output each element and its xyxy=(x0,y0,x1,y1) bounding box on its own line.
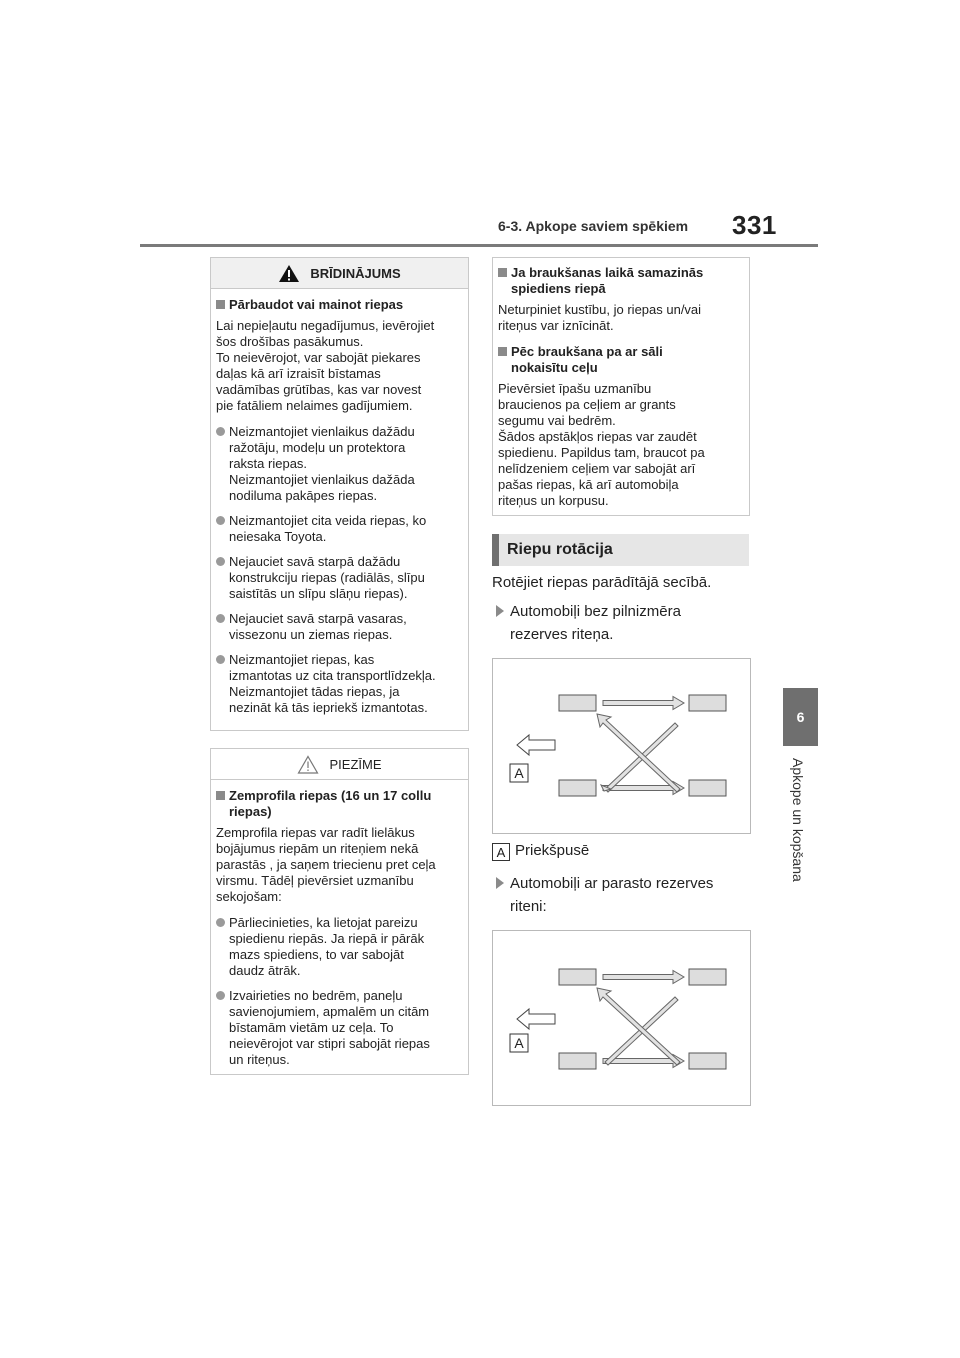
warning-box-continued xyxy=(492,257,750,516)
note-box-header xyxy=(211,749,468,780)
warning-box-body xyxy=(211,289,468,716)
continued-box-body xyxy=(493,258,749,509)
warning-bullet: Neizmantojiet cita veida riepas, ko neiesaka Toyota. xyxy=(216,513,463,545)
caution-triangle-icon xyxy=(297,755,319,774)
warning-bullet: Neizmantojiet riepas, kas izmantotas uz cita transportlīdzekļa. Neizmantojiet tādas riepas, ja nezināt kā tās iepriekš izmantotas. xyxy=(216,652,463,716)
note-heading: Zemprofila riepas (16 un 17 collu riepas) xyxy=(216,788,463,820)
warning-box xyxy=(210,257,469,731)
header-rule xyxy=(140,244,818,247)
rotation-item-2-text: Automobiļi ar parasto rezerves riteni: xyxy=(510,875,714,915)
warning-bullet: Neizmantojiet vienlaikus dažādu ražotāju, modeļu un protektora raksta riepas. Neizmantojiet vienlaikus dažāda nodiluma pakāpes riepas. xyxy=(216,424,463,504)
rotation-diagram-1-svg xyxy=(493,659,750,833)
header-section-title: 6-3. Apkope saviem spēkiem xyxy=(498,218,689,234)
warning-triangle-icon xyxy=(278,264,300,283)
chapter-side-label xyxy=(770,758,830,908)
warning-bullet: Nejauciet savā starpā vasaras, vissezonu un ziemas riepas. xyxy=(216,611,463,643)
page-number: 331 xyxy=(732,210,777,240)
chapter-number: 6 xyxy=(796,709,805,725)
rotation-intro: Rotējiet riepas parādītājā secībā. xyxy=(492,574,712,591)
continued-heading-1: Ja braukšanas laikā samazinās spiediens riepā xyxy=(498,265,744,297)
rotation-item-2 xyxy=(492,872,752,918)
chapter-tab xyxy=(783,688,818,746)
note-bullet: Izvairieties no bedrēm, paneļu savienojumiem, apmalēm un citām bīstamām vietām uz ceļa. To neievērojot var stipri sabojāt riepas un riteņus. xyxy=(216,988,463,1068)
front-legend-text: Priekšpusē xyxy=(515,842,590,859)
section-heading-bar xyxy=(492,534,749,566)
triangle-bullet-icon xyxy=(496,605,504,617)
diagram-2-front-letter: A xyxy=(514,1035,524,1051)
warning-box-title: BRĪDINĀJUMS xyxy=(310,265,401,281)
note-bullet: Pārliecinieties, ka lietojat pareizu spiedienu riepās. Ja riepā ir pārāk mazs spiediens, to var sabojāt daudz ātrāk. xyxy=(216,915,463,979)
rotation-item-1-text: Automobiļi bez pilnizmēra rezerves riteņa. xyxy=(510,603,681,643)
continued-text-1: Neturpiniet kustību, jo riepas un/vai riteņus var iznīcināt. xyxy=(498,302,702,333)
section-title: Riepu rotācija xyxy=(507,541,613,558)
triangle-bullet-icon xyxy=(496,877,504,889)
front-legend-letter: A xyxy=(492,843,510,861)
rotation-item-1 xyxy=(492,600,752,646)
continued-heading-2: Pēc braukšana pa ar sāli nokaisītu ceļu xyxy=(498,344,744,376)
warning-intro: Lai nepieļautu negadījumus, ievērojiet šos drošības pasākumus. To neievērojot, var sabojāt piekares daļas kā arī izraisīt bīstamas vadāmības grūtības, kas var novest pie fatāliem nelaimes gadījumiem. xyxy=(216,318,435,413)
rotation-diagram-1 xyxy=(492,658,751,834)
warning-box-header xyxy=(211,258,468,289)
chapter-label: Apkope un kopšana xyxy=(790,758,806,882)
note-intro: Zemprofila riepas var radīt lielākus bojājumus riepām un riteņiem nekā parastās , ja saņem triecienu pret ceļa virsmu. Tādēļ pievērsiet uzmanību sekojošam: xyxy=(216,825,436,904)
note-box-title: PIEZĪME xyxy=(329,756,382,772)
rotation-diagram-2 xyxy=(492,930,751,1106)
continued-text-2: Pievērsiet īpašu uzmanību braucienos pa ceļiem ar grants segumu vai bedrēm. Šādos apstākļos riepas var zaudēt spiedienu. Papildus tam, braucot pa nelīdzeniem ceļiem var sabojāt arī pašas riepas, kā arī automobiļa riteņus un korpusu. xyxy=(498,381,705,508)
warning-heading: Pārbaudot vai mainot riepas xyxy=(216,297,463,313)
section-accent xyxy=(492,534,499,566)
note-box-body xyxy=(211,780,468,1068)
note-box xyxy=(210,748,469,1075)
rotation-diagram-2-svg xyxy=(493,931,750,1105)
diagram-1-front-letter: A xyxy=(514,765,524,781)
warning-bullet: Nejauciet savā starpā dažādu konstrukciju riepas (radiālās, slīpu saistītās un slīpu slāņu riepas). xyxy=(216,554,463,602)
